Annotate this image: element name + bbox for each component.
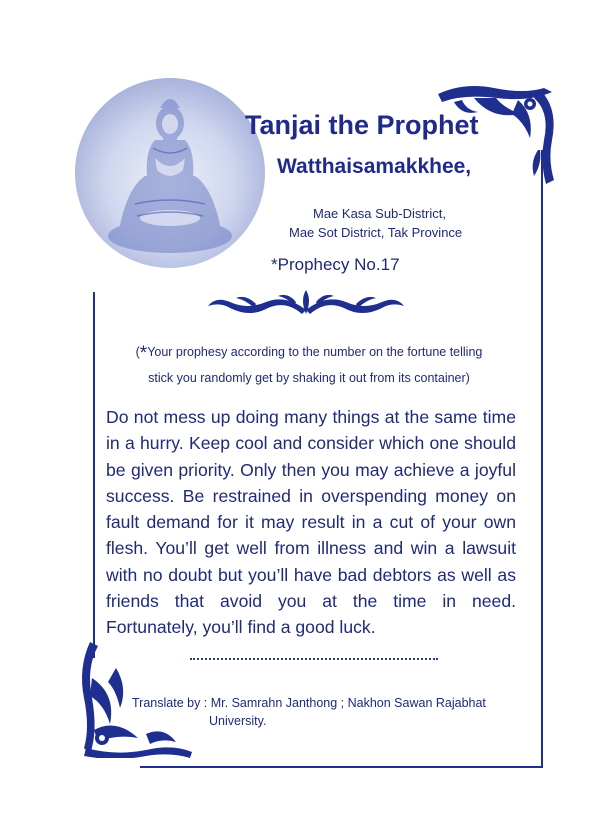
address-line-1: Mae Kasa Sub-District, xyxy=(313,206,446,221)
frame-bottom-border xyxy=(140,766,543,768)
credit-line-1: Translate by : Mr. Samrahn Janthong ; Nakhon Sawan Rajabhat xyxy=(132,696,486,710)
dotted-separator xyxy=(190,658,438,660)
buddha-figure-icon xyxy=(75,78,265,268)
buddha-image xyxy=(75,78,265,268)
prophecy-number: *Prophecy No.17 xyxy=(271,255,400,274)
frame-right-border xyxy=(541,150,543,767)
note-asterisk: * xyxy=(139,343,148,364)
note-line-1: Your prophesy according to the number on the fortune telling xyxy=(147,345,483,359)
page-title: Tanjai the Prophet xyxy=(245,110,479,140)
address-line-2: Mae Sot District, Tak Province xyxy=(289,225,463,240)
translator-credit xyxy=(132,694,486,730)
divider-ornament xyxy=(206,288,406,322)
credit-line-2: University. xyxy=(209,714,267,728)
prophecy-body: Do not mess up doing many things at the same time in a hurry. Keep cool and consider which one should be given priority. Only then you may achieve a joyful success. Be restrained in overspending money on fault demand for it may result in a cut of your own flesh. You’ll get well from illness and win a lawsuit with no doubt but you’ll have bad debtors as well as friends that avoid you at the time in need. Fortunately, you’ll find a good luck. xyxy=(106,407,516,638)
note-line-2: stick you randomly get by shaking it out from its container) xyxy=(148,371,470,385)
frame-left-border xyxy=(93,292,95,658)
temple-name: Watthaisamakkhee, xyxy=(277,155,472,178)
prophecy-note: (*Your prophesy according to the number on the fortune telling stick you randomly get by shaking it out from its container) xyxy=(135,343,483,385)
